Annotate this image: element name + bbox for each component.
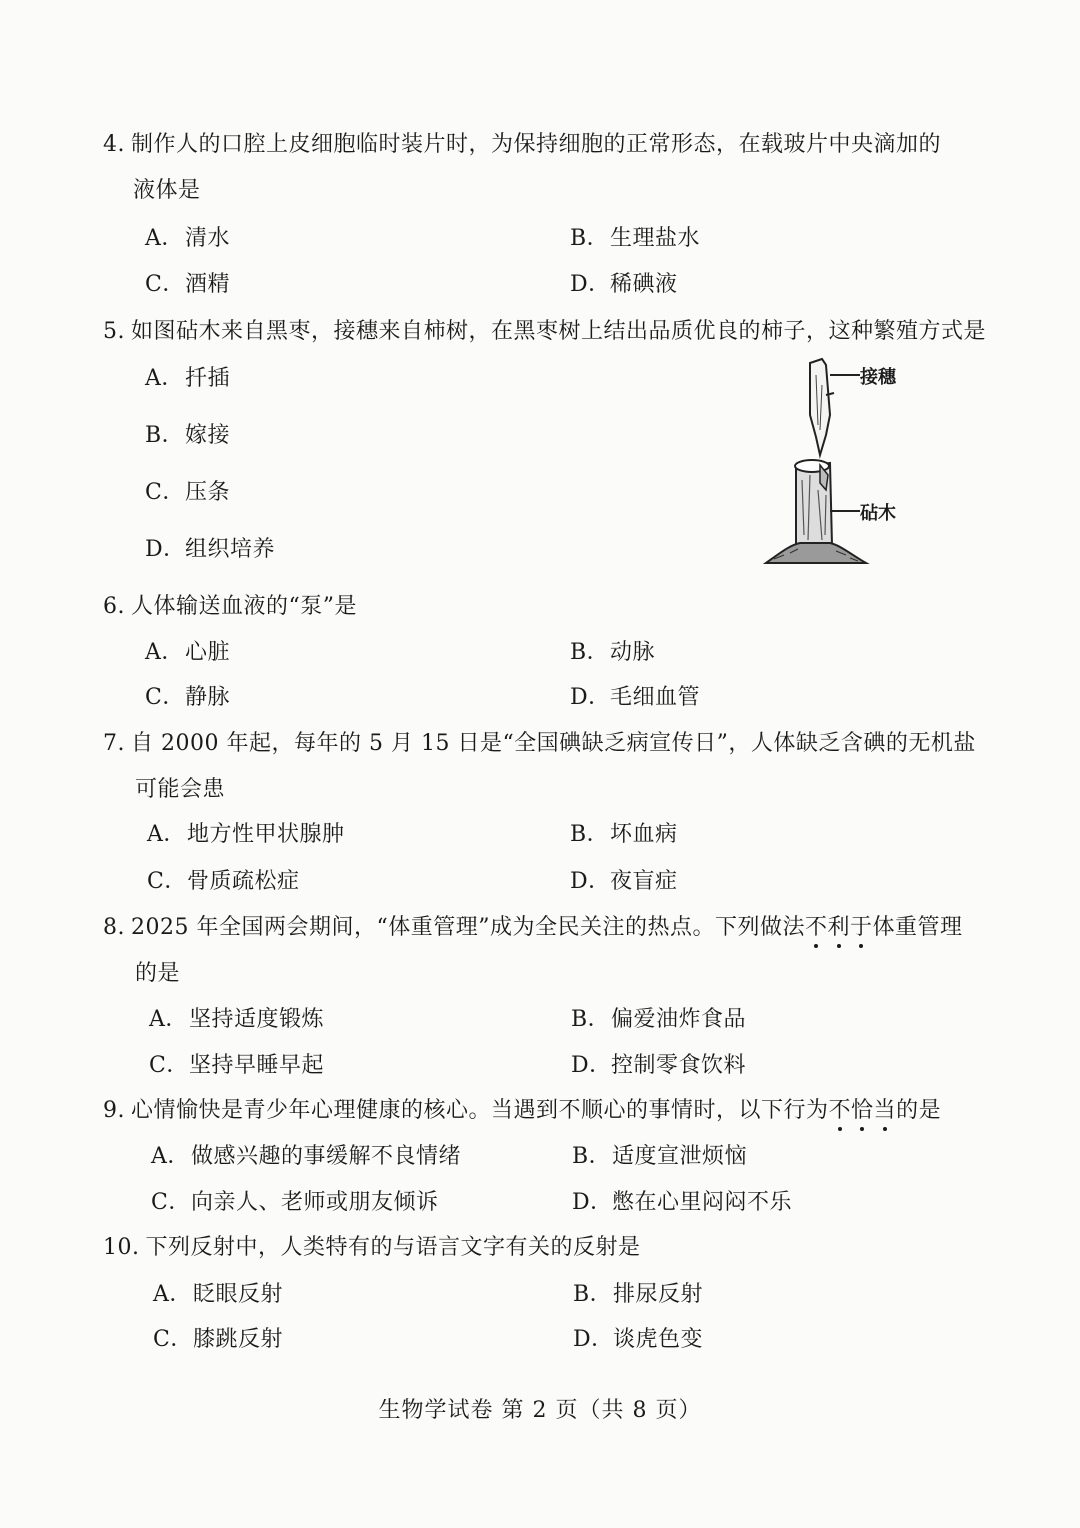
question-6-option-b[interactable]: B．动脉 (570, 640, 656, 665)
question-4-option-b[interactable]: B．生理盐水 (570, 226, 701, 251)
question-4-stem-cont: 液体是 (133, 178, 201, 203)
emphasis-dotted (829, 1097, 897, 1125)
emphasis-char: 当 (873, 1098, 897, 1123)
question-9-option-c[interactable]: C．向亲人、老师或朋友倾诉 (151, 1190, 439, 1215)
question-8-option-d[interactable]: D．控制零食饮料 (571, 1053, 747, 1078)
question-4-option-d[interactable]: D．稀碘液 (570, 272, 678, 297)
rootstock-label: 砧木 (860, 503, 896, 524)
question-5-option-a[interactable]: A．扦插 (145, 366, 231, 391)
emphasis-char: 不 (804, 915, 828, 940)
emphasis-dotted (805, 914, 873, 942)
question-10-option-d[interactable]: D．谈虎色变 (573, 1327, 704, 1352)
emphasis-char: 不 (828, 1098, 852, 1123)
emphasis-char: 于 (850, 915, 873, 940)
question-10-option-b[interactable]: B．排尿反射 (573, 1282, 704, 1307)
question-10-option-a[interactable]: A．眨眼反射 (153, 1282, 284, 1307)
question-7-option-a[interactable]: A．地方性甲状腺肿 (147, 822, 345, 847)
question-8-option-b[interactable]: B．偏爱油炸食品 (571, 1007, 747, 1032)
question-9-option-a[interactable]: A．做感兴趣的事缓解不良情绪 (151, 1144, 462, 1169)
emphasis-char: 利 (827, 915, 851, 940)
question-6-option-c[interactable]: C．静脉 (145, 685, 231, 710)
question-6-stem: 6. 人体输送血液的“泵”是 (103, 594, 357, 619)
emphasis-char: 恰 (851, 1098, 874, 1123)
question-8-option-c[interactable]: C．坚持早睡早起 (149, 1053, 325, 1078)
question-5-stem: 5. 如图砧木来自黑枣，接穗来自柿树，在黑枣树上结出品质优良的柿子，这种繁殖方式是 (103, 319, 987, 344)
question-7-stem-cont: 可能会患 (135, 777, 226, 802)
grafting-figure (760, 355, 920, 575)
question-7-option-b[interactable]: B．坏血病 (570, 822, 678, 847)
question-6-option-d[interactable]: D．毛细血管 (570, 685, 701, 710)
scion-label: 接穗 (860, 367, 896, 388)
question-9-stem: 9. 心情愉快是青少年心理健康的核心。当遇到不顺心的事情时，以下行为不恰当的是 (103, 1098, 942, 1123)
question-4-option-a[interactable]: A．清水 (145, 226, 231, 251)
question-9-option-d[interactable]: D．憋在心里闷闷不乐 (572, 1190, 793, 1215)
grafting-illustration (760, 355, 870, 575)
question-7-stem: 7. 自 2000 年起，每年的 5 月 15 日是“全国碘缺乏病宣传日”，人体缺乏含碘的无机盐 (103, 731, 976, 756)
question-7-option-d[interactable]: D．夜盲症 (570, 869, 678, 894)
question-7-option-c[interactable]: C．骨质疏松症 (147, 869, 300, 894)
question-4-stem: 4. 制作人的口腔上皮细胞临时装片时，为保持细胞的正常形态，在载玻片中央滴加的 (103, 132, 942, 157)
question-5-option-b[interactable]: B．嫁接 (145, 423, 231, 448)
question-8-stem-cont: 的是 (135, 961, 181, 986)
question-10-stem: 10. 下列反射中，人类特有的与语言文字有关的反射是 (103, 1235, 641, 1260)
question-9-option-b[interactable]: B．适度宣泄烦恼 (572, 1144, 748, 1169)
question-4-option-c[interactable]: C．酒精 (145, 272, 231, 297)
question-5-option-c[interactable]: C．压条 (145, 480, 231, 505)
question-8-option-a[interactable]: A．坚持适度锻炼 (149, 1007, 325, 1032)
question-10-option-c[interactable]: C．膝跳反射 (153, 1327, 284, 1352)
question-5-option-d[interactable]: D．组织培养 (145, 537, 276, 562)
question-6-option-a[interactable]: A．心脏 (145, 640, 231, 665)
page-footer: 生物学试卷 第 2 页（共 8 页） (378, 1398, 702, 1423)
question-8-stem: 8. 2025 年全国两会期间，“体重管理”成为全民关注的热点。下列做法不利于体重管理 (103, 915, 963, 940)
